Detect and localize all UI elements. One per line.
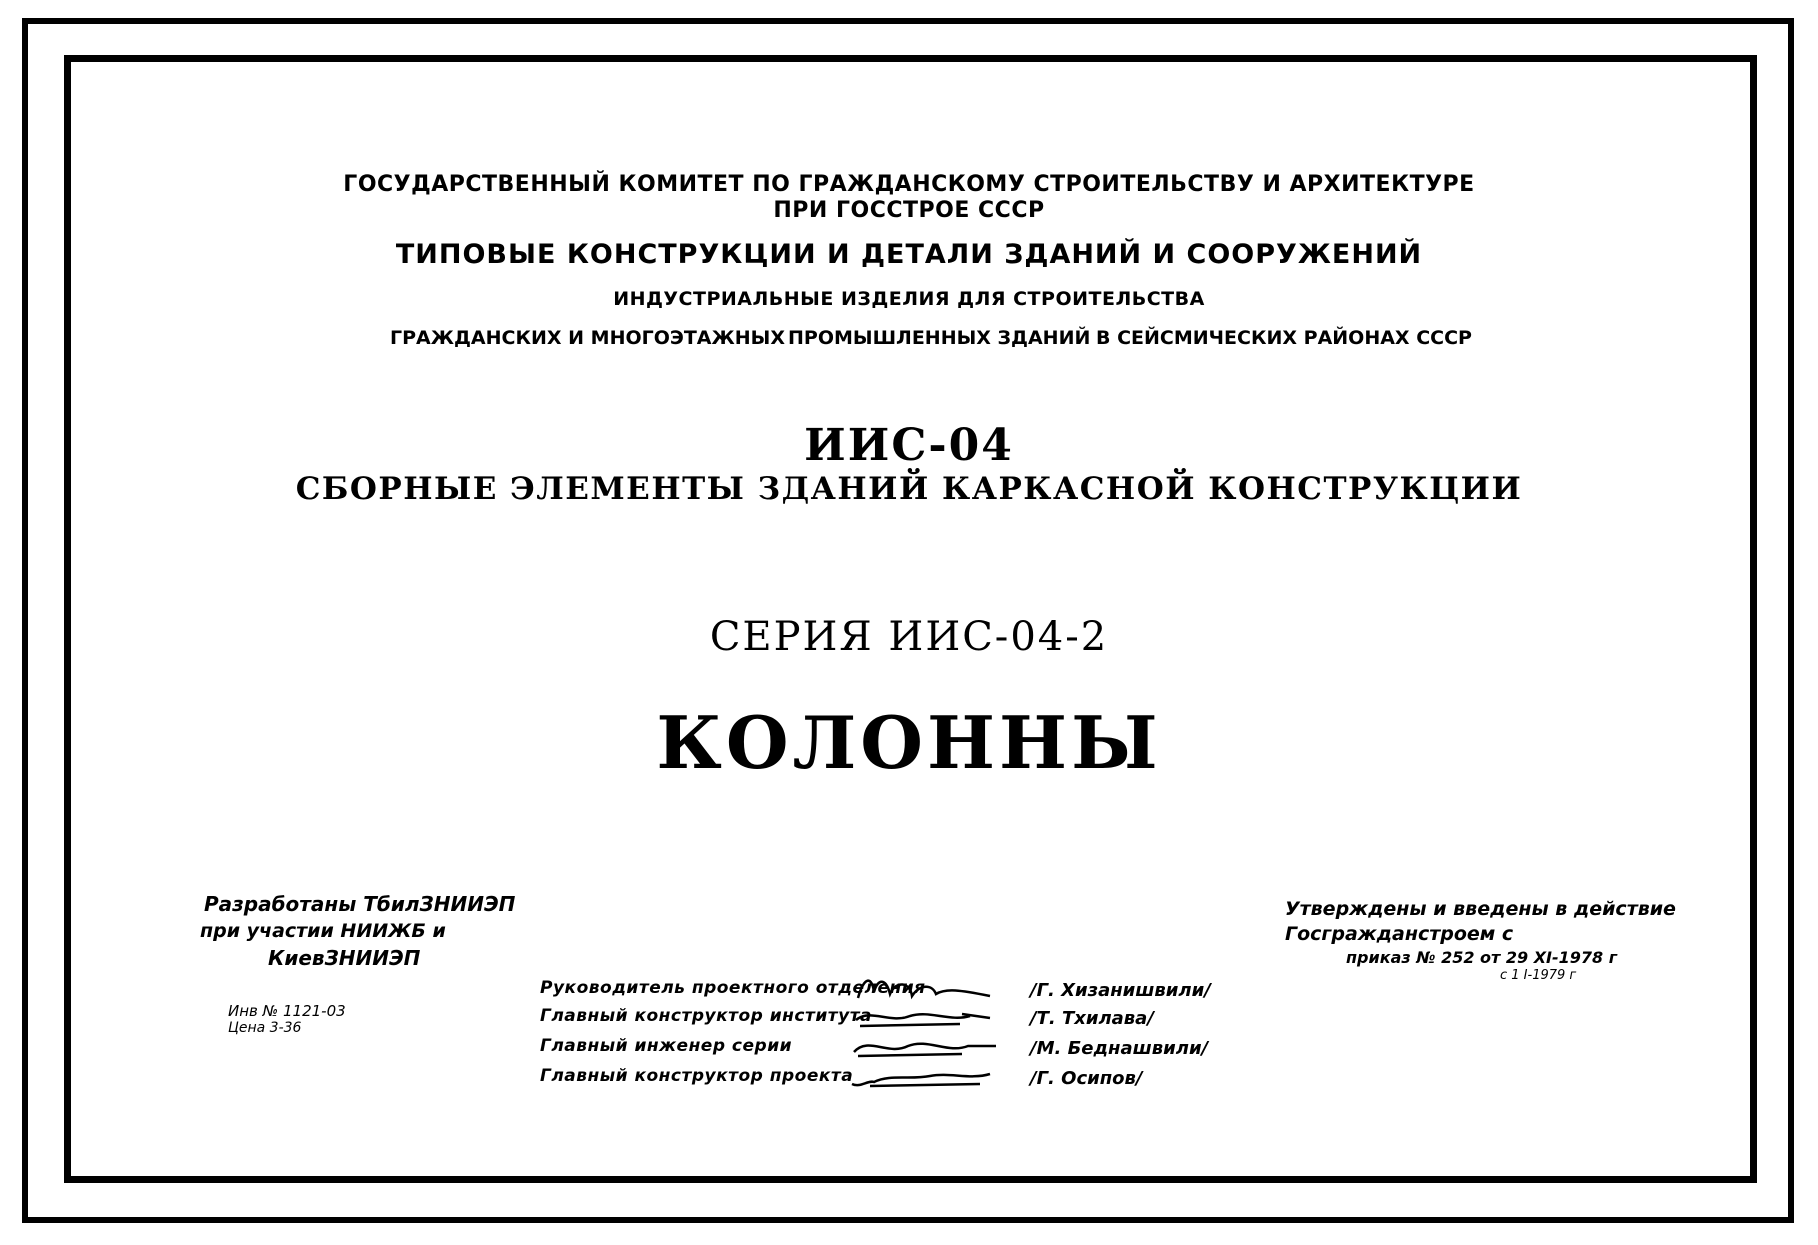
document-subtitle: СБОРНЫЕ ЭЛЕМЕНТЫ ЗДАНИЙ КАРКАСНОЙ КОНСТРУКЦИИ bbox=[295, 471, 1523, 507]
signature-role: Главный инженер серии bbox=[540, 1036, 793, 1056]
signature-role: Главный конструктор института bbox=[540, 1006, 873, 1026]
scope-part-2: ПРОМЫШЛЕННЫХ ЗДАНИЙ bbox=[788, 327, 1091, 349]
inventory-number: Инв № 1121-03 bbox=[228, 1002, 346, 1020]
approval-line-1: Утверждены и введены в действие bbox=[1285, 898, 1676, 920]
scope-part-1: ГРАЖДАНСКИХ И МНОГОЭТАЖНЫХ bbox=[390, 327, 786, 349]
approval-line-2: Госгражданстроем с bbox=[1285, 923, 1514, 945]
signature-name: /Г. Осипов/ bbox=[1030, 1068, 1143, 1089]
products-line: ИНДУСТРИАЛЬНЫЕ ИЗДЕЛИЯ ДЛЯ СТРОИТЕЛЬСТВА bbox=[613, 288, 1205, 310]
signature-role: Руководитель проектного отделения bbox=[540, 978, 926, 998]
approval-line-4: с 1 I-1979 г bbox=[1500, 968, 1577, 983]
developed-by-line-1: Разработаны ТбилЗНИИЭП bbox=[204, 892, 516, 916]
committee-line-1: ГОСУДАРСТВЕННЫЙ КОМИТЕТ ПО ГРАЖДАНСКОМУ СТРОИТЕЛЬСТВУ И АРХИТЕКТУРЕ bbox=[343, 172, 1475, 197]
developed-by-line-2: при участии НИИЖБ и bbox=[200, 920, 446, 942]
approval-line-3: приказ № 252 от 29 XI-1978 г bbox=[1346, 948, 1618, 967]
signature-name: /Г. Хизанишвили/ bbox=[1030, 980, 1211, 1001]
signature-name: /Т. Тхилава/ bbox=[1030, 1008, 1154, 1029]
signature-row bbox=[540, 1066, 1220, 1096]
price-label: Цена 3-36 bbox=[228, 1020, 302, 1036]
committee-line-2: ПРИ ГОССТРОЕ СССР bbox=[773, 198, 1045, 223]
document-code: ИИС-04 bbox=[804, 420, 1014, 471]
signature-name: /М. Беднашвили/ bbox=[1030, 1038, 1209, 1059]
collection-title: ТИПОВЫЕ КОНСТРУКЦИИ И ДЕТАЛИ ЗДАНИЙ И СООРУЖЕНИЙ bbox=[395, 239, 1423, 270]
developed-by-line-3: КиевЗНИИЭП bbox=[268, 946, 421, 970]
series-label: СЕРИЯ ИИС-04-2 bbox=[709, 614, 1109, 660]
scope-part-3: В СЕЙСМИЧЕСКИХ РАЙОНАХ СССР bbox=[1096, 327, 1472, 349]
page-title: КОЛОННЫ bbox=[656, 700, 1162, 785]
signature-role: Главный конструктор проекта bbox=[540, 1066, 854, 1086]
handwritten-signature bbox=[850, 1058, 1000, 1094]
